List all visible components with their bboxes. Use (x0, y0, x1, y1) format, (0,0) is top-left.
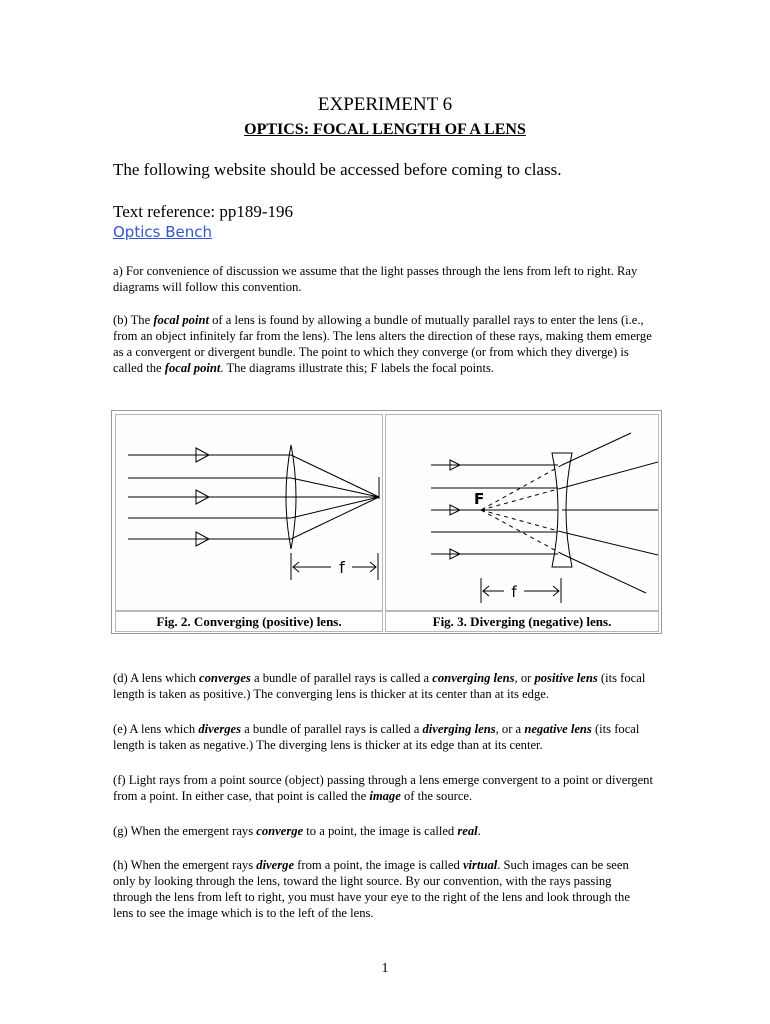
term-focal-point-2: focal point (164, 361, 221, 375)
intro-text: The following website should be accessed before coming to class. (113, 160, 562, 179)
converging-lens-diagram (115, 414, 383, 611)
diverging-lens-diagram (385, 414, 659, 611)
figure-2-caption: Fig. 2. Converging (positive) lens. (115, 611, 383, 632)
paragraph-a: a) For convenience of discussion we assume that the light passes through the lens from left to right. Ray diagrams will follow this convention. (113, 264, 638, 294)
page-number: 1 (381, 961, 389, 976)
paragraph-f: (f) Light rays from a point source (object) passing through a lens emerge convergent to a point or divergent from a point. In either case, that point is called the image of the source. (113, 773, 653, 803)
paragraph-b: (b) The focal point of a lens is found by allowing a bundle of mutually parallel rays to enter the lens (i.e., from an object infinitely far from the lens). The lens alters the direction of these rays, making them emerge as a convergent or divergent bundle. The point to which they converge (or from which they diverge) is called the focal point. The diagrams illustrate this; F labels the focal points. (113, 313, 652, 375)
paragraph-d: (d) A lens which converges a bundle of parallel rays is called a converging lens, or positive lens (its focal length is taken as positive.) The converging lens is thicker at its center than at its edge. (113, 671, 646, 701)
diverging-lens-svg (386, 415, 658, 610)
optics-bench-link[interactable]: Optics Bench (113, 223, 212, 241)
figure-panel (111, 410, 662, 634)
term-focal-point: focal point (153, 313, 209, 327)
converging-lens-svg (116, 415, 382, 610)
figure-3-caption: Fig. 3. Diverging (negative) lens. (385, 611, 659, 632)
page-subtitle: OPTICS: FOCAL LENGTH OF A LENS (244, 121, 526, 138)
paragraph-e: (e) A lens which diverges a bundle of parallel rays is called a diverging lens, or a negative lens (its focal length is taken as negative.) The diverging lens is thicker at its edge than at its center. (113, 722, 640, 752)
text-reference: Text reference: pp189-196 (113, 202, 294, 221)
focal-point-label: F (474, 490, 485, 508)
paragraph-g: (g) When the emergent rays converge to a point, the image is called real. (113, 824, 481, 838)
focal-length-label-fig3: f (511, 583, 517, 601)
page-title: EXPERIMENT 6 (317, 94, 453, 115)
paragraph-h: (h) When the emergent rays diverge from a point, the image is called virtual. Such images can be seen only by looking through the lens, toward the light source. By our convention, with the rays passing through the lens from left to right, you must have your eye to the right of the lens and look through the lens to see the image which is to the left of the lens. (113, 858, 630, 920)
focal-length-label-fig2: f (339, 558, 345, 577)
